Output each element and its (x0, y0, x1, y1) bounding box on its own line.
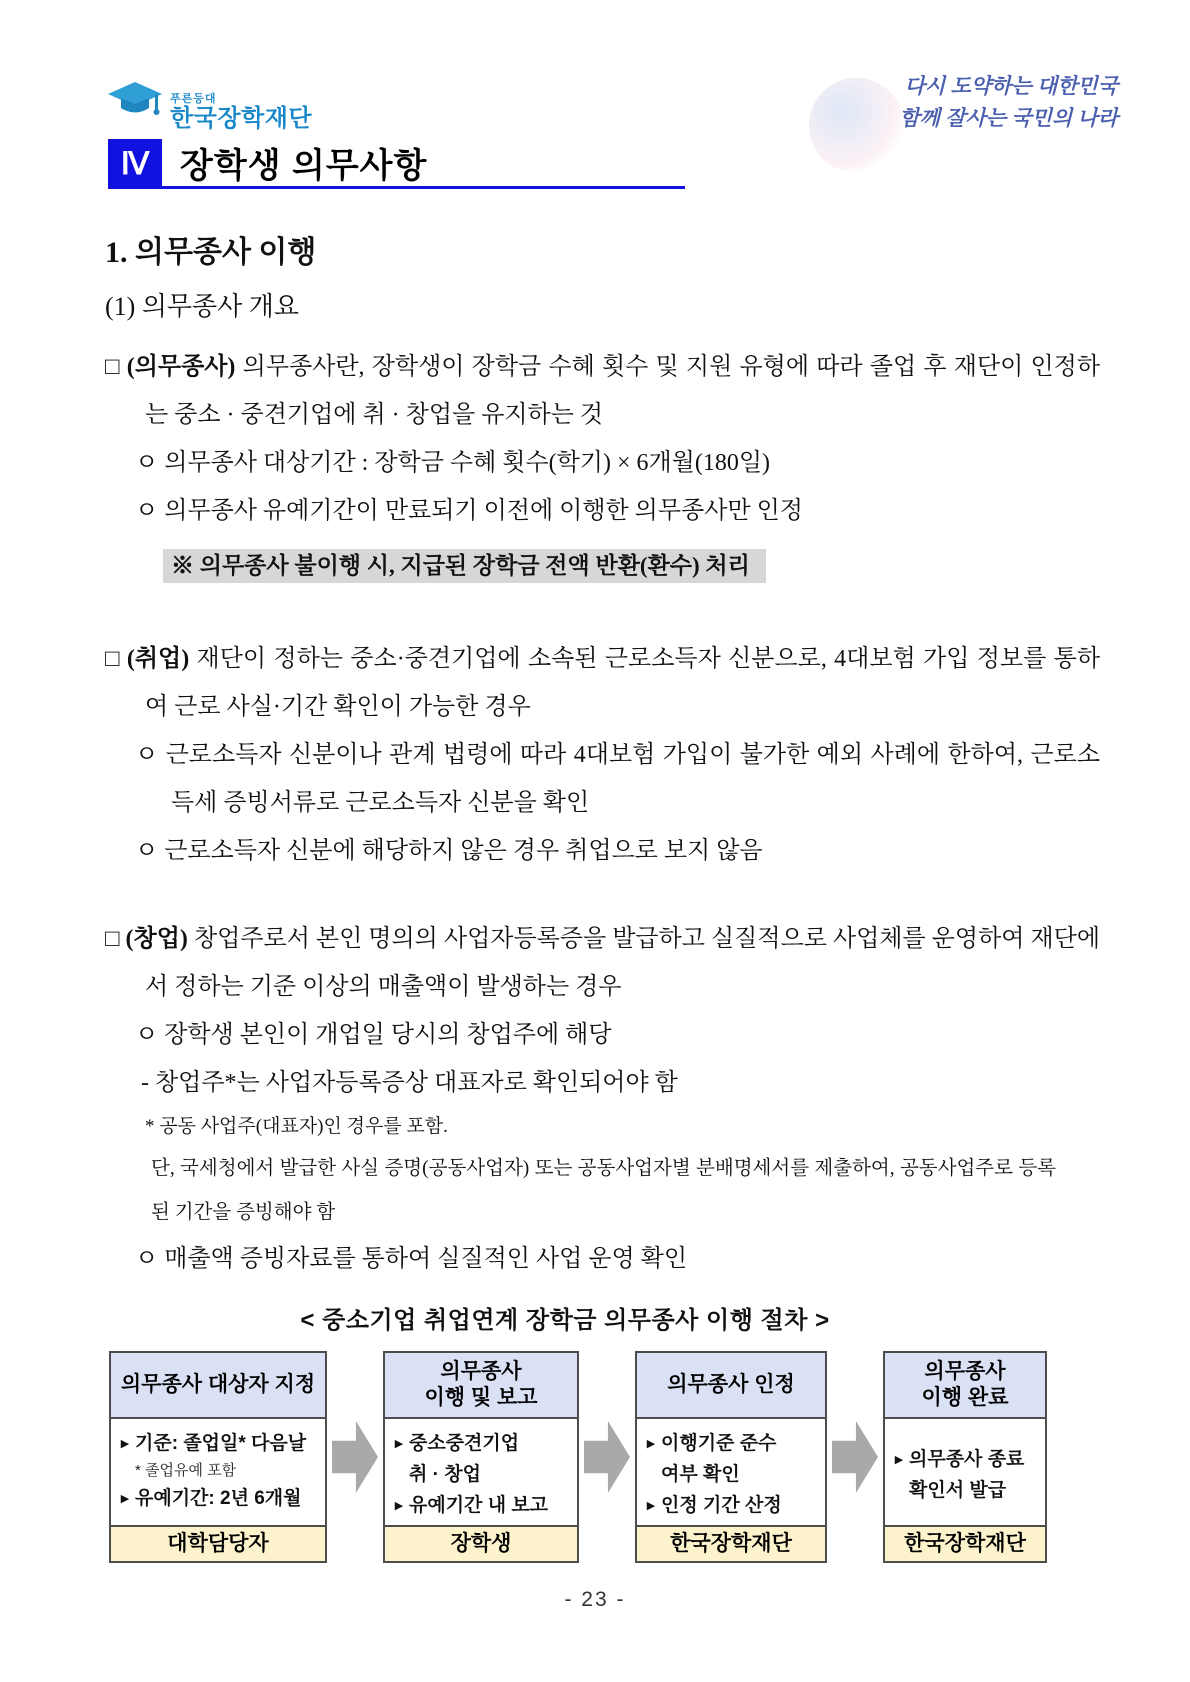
bullet-employment-status (135, 827, 1100, 875)
flow-step-header (111, 1353, 325, 1419)
paragraph-text: 의무종사란, 장학생이 장학금 수혜 횟수 및 지원 유형에 따라 졸업 후 재단이 인정하는 중소 · 중견기업에 취 · 창업을 유지하는 것 (145, 354, 1101, 428)
flow-body-line (121, 1483, 317, 1514)
triangle-bullet: ▸ (895, 1450, 903, 1468)
circle-bullet: ㅇ (135, 1022, 159, 1048)
triangle-bullet: ▸ (647, 1435, 655, 1452)
bullet-sales-evidence (135, 1235, 1100, 1283)
slogan-watermark-sphere (809, 78, 904, 173)
flow-step-header (637, 1353, 825, 1419)
flow-step-recognition (635, 1351, 827, 1563)
flow-step-body (111, 1419, 325, 1525)
bullet-text: 매출액 증빙자료를 통하여 실질적인 사업 운영 확인 (164, 1246, 688, 1272)
flow-body-line (395, 1428, 569, 1459)
flow-line-text: 인정 기간 산정 (661, 1495, 782, 1516)
asterisk-bullet: * (145, 1116, 155, 1137)
slogan-line-2: 함께 잘사는 국민의 나라 (899, 106, 1118, 130)
duty-process-flowchart (109, 1351, 1100, 1563)
circle-bullet: ㅇ (135, 450, 159, 476)
triangle-bullet: ▸ (121, 1490, 129, 1507)
flow-line-text: 의무종사 종료 (909, 1448, 1025, 1470)
flow-header-line: 의무종사 (924, 1360, 1006, 1383)
flow-line-text: 기준: 졸업일* 다음날 (135, 1433, 307, 1454)
flowchart-title: < 중소기업 취업연계 장학금 의무종사 이행 절차 > (300, 1307, 830, 1334)
flow-header-line: 이행 및 보고 (424, 1386, 538, 1409)
bullet-employment-exception (135, 731, 1100, 827)
right-arrow-icon (584, 1412, 630, 1502)
highlight-row (163, 549, 1100, 583)
flow-body-continuation: 취 · 창업 (409, 1464, 481, 1485)
triangle-bullet: ▸ (395, 1435, 403, 1452)
triangle-bullet: ▸ (121, 1435, 129, 1452)
square-bullet: □ (105, 926, 120, 952)
paragraph-employment (105, 635, 1100, 731)
logo-text (170, 94, 312, 131)
flow-header-line: 이행 완료 (921, 1386, 1009, 1409)
graduation-cap-icon (108, 80, 164, 131)
footnote-text: 공동 사업주(대표자)인 경우를 포함. (159, 1116, 448, 1137)
triangle-bullet: ▸ (395, 1497, 403, 1514)
section-title: 장학생 의무사항 (180, 147, 428, 185)
flow-header-line: 의무종사 (440, 1360, 522, 1383)
bullet-text: 의무종사 대상기간 : 장학금 수혜 횟수(학기) × 6개월(180일) (164, 450, 771, 476)
heading-duty-service: 1. 의무종사 이행 (105, 236, 317, 269)
right-arrow-icon (832, 1412, 878, 1502)
circle-bullet: ㅇ (135, 498, 159, 524)
dash-bullet: - (141, 1070, 149, 1096)
circle-bullet: ㅇ (135, 1246, 159, 1272)
paragraph-label: (창업) (125, 926, 188, 952)
flow-step-body (885, 1419, 1045, 1525)
paragraph-text: 창업주로서 본인 명의의 사업자등록증을 발급하고 실질적으로 사업체를 운영하여 재단에서 정하는 기준 이상의 매출액이 발생하는 경우 (145, 926, 1101, 1000)
flow-line-text: 이행기준 준수 (661, 1433, 777, 1454)
flow-step-body (385, 1419, 577, 1525)
flow-line-text: 유예기간: 2년 6개월 (135, 1488, 302, 1509)
paragraph-label: (의무종사) (126, 354, 236, 380)
flow-step-complete (883, 1351, 1047, 1563)
highlight-refund-warning: ※ 의무종사 불이행 시, 지급된 장학금 전액 반환(환수) 처리 (163, 549, 766, 583)
paragraph-startup (105, 915, 1100, 1011)
subheading-duty-overview: (1) 의무종사 개요 (105, 292, 300, 321)
flow-line-text: 중소중견기업 (409, 1433, 520, 1454)
flow-body-line (647, 1490, 817, 1521)
flow-step-actor: 한국장학재단 (637, 1525, 825, 1561)
bullet-text: 근로소득자 신분에 해당하지 않은 경우 취업으로 보지 않음 (164, 838, 763, 864)
flow-step-designation (109, 1351, 327, 1563)
bullet-duty-period (135, 439, 1100, 487)
bullet-duty-grace (135, 487, 1100, 535)
square-bullet: □ (105, 646, 120, 672)
slogan-line-1: 다시 도약하는 대한민국 (904, 74, 1118, 98)
bullet-startup-founder (135, 1011, 1100, 1059)
document-body (105, 195, 1100, 1563)
page-number: - 23 - (564, 1588, 626, 1611)
government-slogan (899, 70, 1118, 134)
logo-subtitle: 푸른등대 (170, 93, 217, 105)
bullet-text: 장학생 본인이 개업일 당시의 창업주에 해당 (164, 1022, 612, 1048)
logo-title: 한국장학재단 (170, 105, 313, 132)
flow-line-text: 유예기간 내 보고 (409, 1495, 549, 1516)
circle-bullet: ㅇ (135, 838, 159, 864)
flow-step-header (385, 1353, 577, 1419)
kosaf-logo (108, 80, 312, 131)
paragraph-text: 재단이 정하는 중소·중견기업에 소속된 근로소득자 신분으로, 4대보험 가입 정보를 통하여 근로 사실·기간 확인이 가능한 경우 (145, 646, 1101, 720)
flow-body-line (647, 1428, 817, 1459)
flow-header-line: 의무종사 인정 (667, 1373, 795, 1396)
circle-bullet: ㅇ (135, 742, 159, 768)
flow-step-body (637, 1419, 825, 1525)
square-bullet: □ (105, 354, 120, 380)
dash-startup-representative (141, 1059, 1100, 1107)
paragraph-duty-definition (105, 343, 1100, 439)
flow-step-header (885, 1353, 1045, 1419)
section-title-underline (162, 139, 685, 189)
flow-step-report (383, 1351, 579, 1563)
bullet-text: 의무종사 유예기간이 만료되기 이전에 이행한 의무종사만 인정 (164, 498, 803, 524)
section-heading-band (108, 139, 685, 189)
triangle-bullet: ▸ (647, 1497, 655, 1514)
flow-body-continuation: 여부 확인 (661, 1464, 740, 1485)
flow-step-actor: 장학생 (385, 1525, 577, 1561)
flow-step-actor: 대학담당자 (111, 1525, 325, 1561)
flow-step-actor: 한국장학재단 (885, 1525, 1045, 1561)
paragraph-label: (취업) (126, 646, 190, 672)
flow-body-line (395, 1490, 569, 1521)
bullet-text: 근로소득자 신분이나 관계 법령에 따라 4대보험 가입이 불가한 예외 사례에 한하여, 근로소득세 증빙서류로 근로소득자 신분을 확인 (165, 742, 1101, 816)
flow-header-line: 의무종사 대상자 지정 (120, 1373, 316, 1396)
flow-body-line (895, 1444, 1037, 1475)
section-number-badge: Ⅳ (108, 139, 162, 189)
footnote-tax-office: 단, 국세청에서 발급한 사실 증명(공동사업자) 또는 공동사업자별 분배명세서를 제출하여, 공동사업주로 등록된 기간을 증빙해야 함 (151, 1158, 1056, 1223)
flow-body-continuation: 확인서 발급 (909, 1479, 1007, 1501)
footnote-joint-owner (145, 1107, 1100, 1147)
page-header (0, 0, 1190, 195)
right-arrow-icon (332, 1412, 378, 1502)
dash-text: 창업주*는 사업자등록증상 대표자로 확인되어야 함 (155, 1070, 678, 1096)
flow-body-note: * 졸업유예 포함 (135, 1462, 237, 1479)
flow-body-line (121, 1428, 317, 1459)
